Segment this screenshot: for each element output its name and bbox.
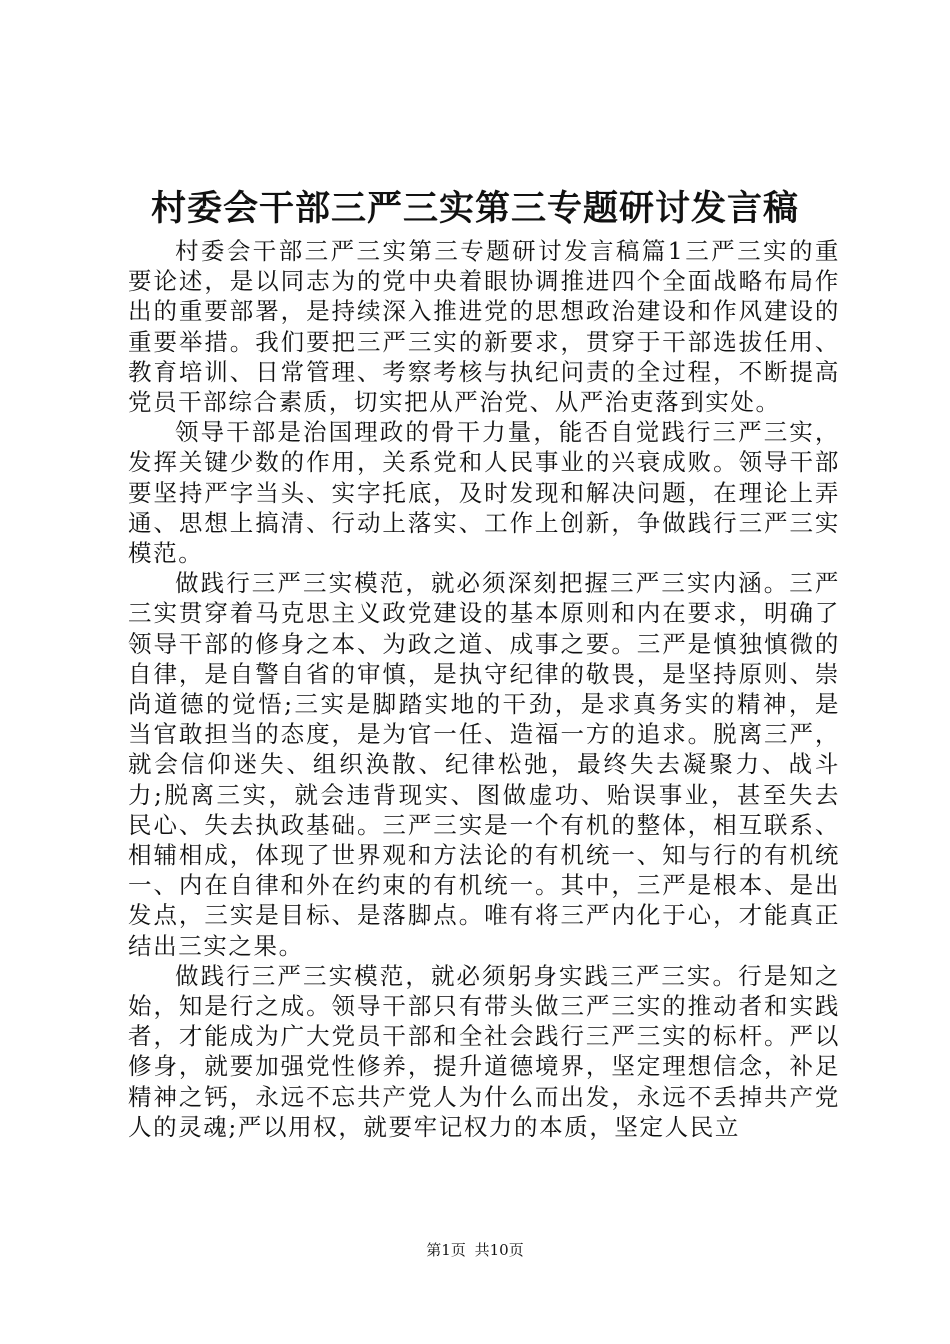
paragraph: 做践行三严三实模范，就必须躬身实践三严三实。行是知之始，知是行之成。领导干部只有带头做三严三实的推动者和实践者，才能成为广大党员干部和全社会践行三严三实的标杆。严以修身，就要加强党性修养，提升道德境界，坚定理想信念，补足精神之钙，永远不忘共产党人为什么而出发，永远不丢掉共产党人的灵魂;严以用权，就要牢记权力的本质，坚定人民立 [128,961,840,1141]
paragraph: 领导干部是治国理政的骨干力量，能否自觉践行三严三实，发挥关键少数的作用，关系党和人民事业的兴衰成败。领导干部要坚持严字当头、实字托底，及时发现和解决问题，在理论上弄通、思想上搞清、行动上落实、工作上创新，争做践行三严三实模范。 [128,418,840,568]
paragraph: 做践行三严三实模范，就必须深刻把握三严三实内涵。三严三实贯穿着马克思主义政党建设的基本原则和内在要求，明确了领导干部的修身之本、为政之道、成事之要。三严是慎独慎微的自律，是自警自省的审慎，是执守纪律的敬畏，是坚持原则、崇尚道德的觉悟;三实是脚踏实地的干劲，是求真务实的精神，是当官敢担当的态度，是为官一任、造福一方的追求。脱离三严，就会信仰迷失、组织涣散、纪律松弛，最终失去凝聚力、战斗力;脱离三实，就会违背现实、图做虚功、贻误事业，甚至失去民心、失去执政基础。三严三实是一个有机的整体，相互联系、相辅相成，体现了世界观和方法论的有机统一、知与行的有机统一、内在自律和外在约束的有机统一。其中，三严是根本、是出发点，三实是目标、是落脚点。唯有将三严内化于心，才能真正结出三实之果。 [128,569,840,960]
document-body [128,236,840,1142]
document-title: 村委会干部三严三实第三专题研讨发言稿 [150,188,799,229]
page-total: 共10页 [474,1241,524,1259]
paragraph: 村委会干部三严三实第三专题研讨发言稿篇1三严三实的重要论述，是以同志为的党中央着眼协调推进四个全面战略布局作出的重要部署，是持续深入推进党的思想政治建设和作风建设的重要举措。我们要把三严三实的新要求，贯穿于干部选拔任用、教育培训、日常管理、考察考核与执纪问责的全过程，不断提高党员干部综合素质，切实把从严治党、从严治吏落到实处。 [128,237,840,417]
page-footer [0,1240,950,1260]
page-number: 第1页 [426,1241,466,1259]
